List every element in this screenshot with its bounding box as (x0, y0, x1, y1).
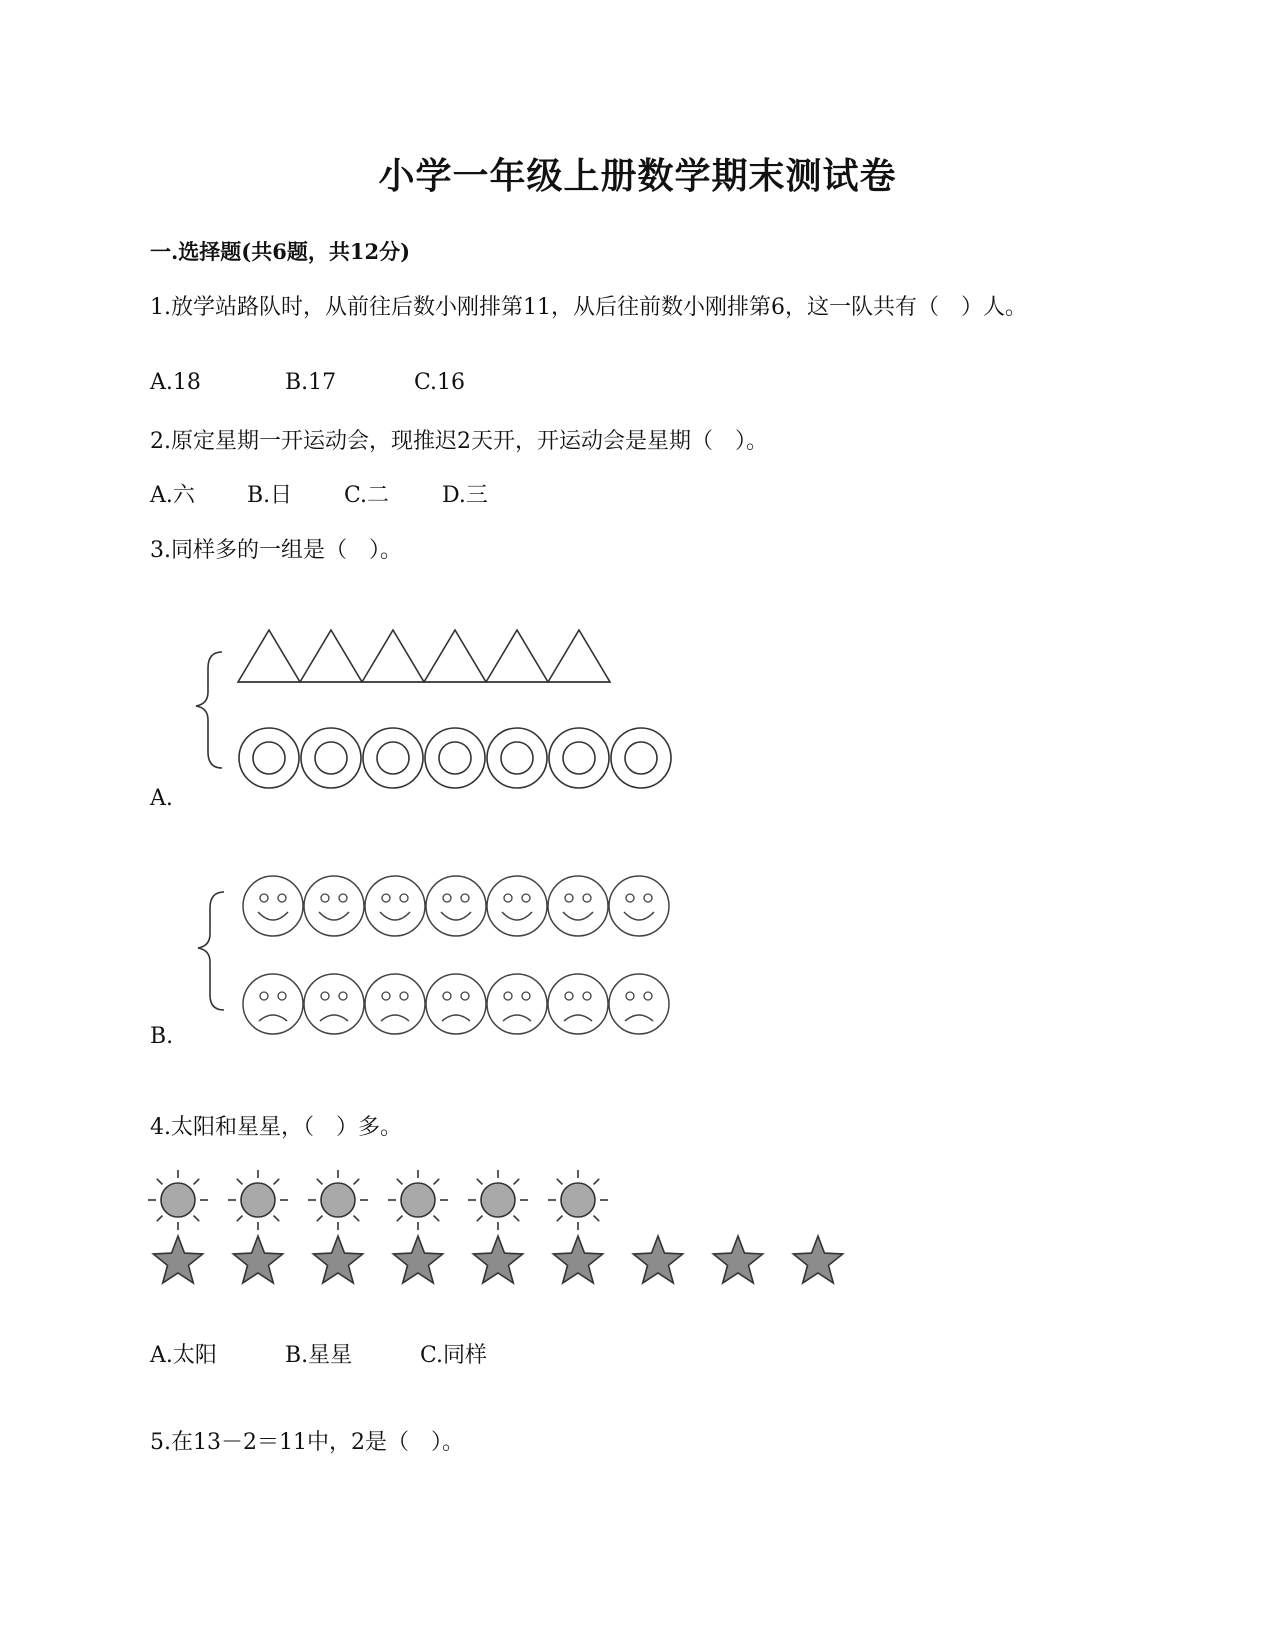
star-icon (153, 1236, 202, 1283)
sun-icon (548, 1170, 608, 1230)
sun-ray (194, 1216, 200, 1222)
sun-ray (477, 1179, 483, 1185)
q3-option-a: A. (150, 786, 173, 811)
page-title: 小学一年级上册数学期末测试卷 (378, 155, 897, 197)
sun-disc (401, 1183, 435, 1217)
sun-ray (434, 1179, 440, 1185)
section-heading: 一.选择题(共6题，共12分) (150, 239, 411, 264)
q2-option-b: B.日 (247, 483, 293, 508)
sun-ray (434, 1216, 440, 1222)
sun-icon (148, 1170, 208, 1230)
star-icon (633, 1236, 682, 1283)
sun-icon (308, 1170, 368, 1230)
q3-option-b: B. (150, 1024, 174, 1049)
star-icon (393, 1236, 442, 1283)
sun-ray (237, 1216, 243, 1222)
q2-option-a: A.六 (150, 483, 195, 508)
sun-disc (161, 1183, 195, 1217)
q4-option-a: A.太阳 (150, 1343, 217, 1368)
question-5-text: 5.在13－2＝11中，2是（ ）。 (150, 1430, 464, 1455)
q1-option-c: C.16 (414, 370, 466, 395)
star-icon (313, 1236, 362, 1283)
sun-ray (274, 1179, 280, 1185)
sun-ray (194, 1179, 200, 1185)
sun-ray (397, 1216, 403, 1222)
sun-ray (317, 1216, 323, 1222)
sun-ray (274, 1216, 280, 1222)
sun-icon (388, 1170, 448, 1230)
sun-ray (594, 1216, 600, 1222)
question-4-text: 4.太阳和星星，（ ）多。 (150, 1115, 402, 1140)
sun-ray (317, 1179, 323, 1185)
star-icon (713, 1236, 762, 1283)
question-2-text: 2.原定星期一开运动会，现推迟2天开，开运动会是星期（ ）。 (150, 429, 768, 454)
sun-ray (514, 1216, 520, 1222)
sun-disc (561, 1183, 595, 1217)
sun-icon (468, 1170, 528, 1230)
sun-ray (594, 1179, 600, 1185)
question-1-text: 1.放学站路队时，从前往后数小刚排第11，从后往前数小刚排第6，这一队共有（ ）人。 (150, 295, 1027, 320)
q4-option-c: C.同样 (420, 1343, 488, 1368)
sun-disc (481, 1183, 515, 1217)
star-icon (553, 1236, 602, 1283)
sun-ray (354, 1216, 360, 1222)
q2-option-c: C.二 (344, 483, 390, 508)
q1-option-a: A.18 (150, 370, 201, 395)
star-icon (793, 1236, 842, 1283)
question-3-text: 3.同样多的一组是（ ）。 (150, 538, 402, 563)
sun-icon (228, 1170, 288, 1230)
sun-ray (237, 1179, 243, 1185)
q2-option-d: D.三 (442, 483, 488, 508)
sun-ray (157, 1179, 163, 1185)
sun-ray (557, 1216, 563, 1222)
sun-disc (321, 1183, 355, 1217)
sun-ray (354, 1179, 360, 1185)
sun-disc (241, 1183, 275, 1217)
q1-option-b: B.17 (285, 370, 337, 395)
star-icon (233, 1236, 282, 1283)
sun-ray (514, 1179, 520, 1185)
sun-ray (477, 1216, 483, 1222)
sun-ray (557, 1179, 563, 1185)
sun-ray (157, 1216, 163, 1222)
sun-ray (397, 1179, 403, 1185)
q4-option-b: B.星星 (285, 1343, 353, 1368)
star-icon (473, 1236, 522, 1283)
